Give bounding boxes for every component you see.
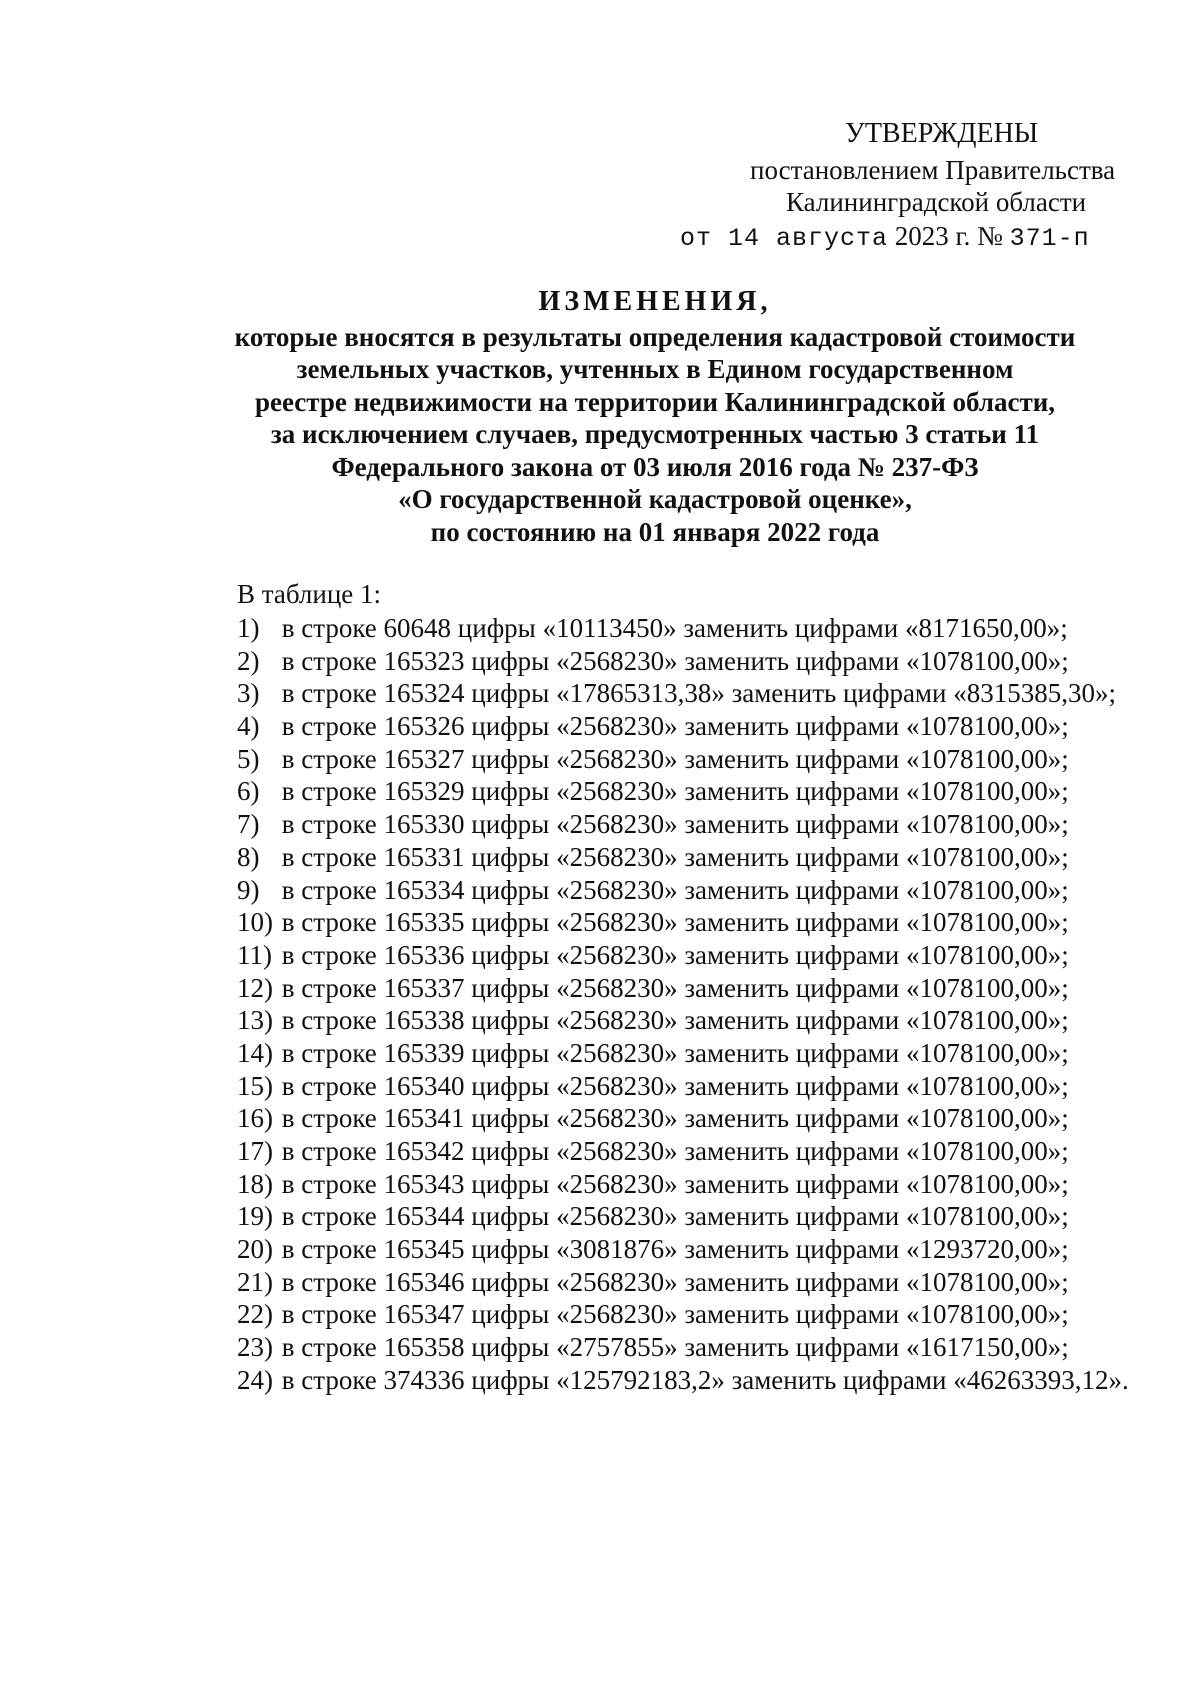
list-item-text: в строке 165337 цифры «2568230» заменить цифрами «1078100,00»;	[281, 972, 1069, 1003]
list-item	[237, 775, 1129, 808]
list-item-number: 12)	[237, 972, 273, 1003]
title-line: реестре недвижимости на территории Калининградской области,	[254, 386, 1056, 417]
list-item-number: 4)	[237, 711, 260, 742]
list-item-text: в строке 165323 цифры «2568230» заменить цифрами «1078100,00»;	[281, 645, 1069, 676]
list-item-number: 11)	[237, 939, 272, 970]
list-item-text: в строке 165343 цифры «2568230» заменить цифрами «1078100,00»;	[281, 1168, 1069, 1199]
list-item	[237, 1037, 1129, 1070]
title-line: Федерального закона от 03 июля 2016 года № 237-ФЗ	[331, 451, 979, 482]
list-item-number: 19)	[237, 1201, 273, 1232]
list-item-number: 1)	[237, 613, 260, 643]
list-item-text: в строке 165341 цифры «2568230» заменить цифрами «1078100,00»;	[281, 1103, 1069, 1134]
list-item-text: в строке 165344 цифры «2568230» заменить цифрами «1078100,00»;	[281, 1201, 1069, 1232]
list-item-text: в строке 60648 цифры «10113450» заменить цифрами «8171650,00»;	[281, 613, 1068, 643]
list-item	[237, 1298, 1129, 1331]
list-item-text: в строке 165336 цифры «2568230» заменить цифрами «1078100,00»;	[281, 939, 1069, 970]
changes-list	[237, 612, 1129, 1397]
list-item	[237, 906, 1129, 939]
list-item	[237, 1364, 1129, 1397]
list-item-text: в строке 165339 цифры «2568230» заменить цифрами «1078100,00»;	[281, 1037, 1069, 1068]
list-item-number: 24)	[237, 1364, 273, 1395]
list-item-text: в строке 165324 цифры «17865313,38» заменить цифрами «8315385,30»;	[281, 678, 1116, 709]
list-item	[237, 972, 1129, 1005]
list-item	[237, 1102, 1129, 1135]
list-item-number: 22)	[237, 1299, 273, 1330]
list-item	[237, 677, 1129, 710]
list-item-number: 21)	[237, 1266, 273, 1297]
list-item	[237, 1004, 1129, 1037]
list-item	[237, 1135, 1129, 1168]
list-item-text: в строке 165330 цифры «2568230» заменить цифрами «1078100,00»;	[281, 809, 1069, 840]
approval-year: 2023 г. №	[894, 221, 1003, 251]
list-item-text: в строке 165340 цифры «2568230» заменить цифрами «1078100,00»;	[281, 1070, 1069, 1101]
list-item	[237, 874, 1129, 907]
list-item-text: в строке 165334 цифры «2568230» заменить цифрами «1078100,00»;	[281, 874, 1069, 905]
title-heading: ИЗМЕНЕНИЯ,	[538, 286, 772, 317]
list-item-text: в строке 374336 цифры «125792183,2» заменить цифрами «46263393,12».	[281, 1364, 1129, 1395]
list-item	[237, 710, 1129, 743]
list-item-number: 10)	[237, 907, 273, 938]
list-item-number: 20)	[237, 1234, 273, 1265]
list-item-number: 8)	[237, 841, 260, 872]
list-item	[237, 808, 1129, 841]
list-item-text: в строке 165335 цифры «2568230» заменить цифрами «1078100,00»;	[281, 907, 1069, 938]
list-item	[237, 645, 1129, 678]
list-item-text: в строке 165358 цифры «2757855» заменить цифрами «1617150,00»;	[281, 1332, 1069, 1363]
list-item-number: 9)	[237, 874, 260, 905]
approval-date-line	[680, 220, 1090, 255]
list-item-number: 17)	[237, 1136, 273, 1166]
list-item-text: в строке 165327 цифры «2568230» заменить цифрами «1078100,00»;	[281, 743, 1069, 774]
title-line: по состоянию на 01 января 2022 года	[430, 516, 880, 547]
list-item	[237, 1200, 1129, 1233]
list-item	[237, 939, 1129, 972]
list-item-text: в строке 165342 цифры «2568230» заменить цифрами «1078100,00»;	[281, 1136, 1069, 1166]
approval-date: от 14 августа	[680, 224, 889, 253]
list-item	[237, 1331, 1129, 1364]
list-item	[237, 1070, 1129, 1103]
approval-heading: УТВЕРЖДЕНЫ	[845, 118, 1039, 149]
list-item	[237, 1266, 1129, 1299]
approval-number: 371-п	[1009, 224, 1090, 253]
list-item-number: 13)	[237, 1005, 273, 1036]
list-item-text: в строке 165326 цифры «2568230» заменить цифрами «1078100,00»;	[281, 711, 1069, 742]
list-item	[237, 841, 1129, 874]
list-item-number: 5)	[237, 743, 260, 774]
list-item-text: в строке 165346 цифры «2568230» заменить цифрами «1078100,00»;	[281, 1266, 1069, 1297]
list-item-text: в строке 165345 цифры «3081876» заменить цифрами «1293720,00»;	[281, 1234, 1069, 1265]
title-line: которые вносятся в результаты определения кадастровой стоимости	[234, 321, 1076, 352]
list-item-text: в строке 165347 цифры «2568230» заменить цифрами «1078100,00»;	[281, 1299, 1069, 1330]
document-title	[160, 286, 1150, 548]
title-line: земельных участков, учтенных в Едином государственном	[296, 354, 1014, 384]
list-item-number: 18)	[237, 1168, 273, 1199]
list-item-number: 6)	[237, 776, 260, 807]
list-item-number: 2)	[237, 645, 260, 676]
list-item-text: в строке 165331 цифры «2568230» заменить цифрами «1078100,00»;	[281, 841, 1069, 872]
list-item	[237, 743, 1129, 776]
list-item-text: в строке 165329 цифры «2568230» заменить цифрами «1078100,00»;	[281, 776, 1069, 807]
approval-issuer-line: постановлением Правительства	[750, 155, 1116, 185]
list-item-number: 3)	[237, 678, 260, 709]
list-item-number: 23)	[237, 1332, 273, 1363]
list-item-number: 15)	[237, 1070, 273, 1101]
list-item-text: в строке 165338 цифры «2568230» заменить цифрами «1078100,00»;	[281, 1005, 1069, 1036]
list-item	[237, 1168, 1129, 1201]
list-item-number: 16)	[237, 1103, 273, 1134]
table-intro: В таблице 1:	[237, 579, 382, 609]
list-item	[237, 612, 1129, 645]
list-item-number: 7)	[237, 809, 260, 840]
approval-region-line: Калининградской области	[786, 187, 1087, 217]
list-item-number: 14)	[237, 1037, 273, 1068]
title-line: «О государственной кадастровой оценке»,	[398, 484, 912, 514]
list-item	[237, 1233, 1129, 1266]
title-line: за исключением случаев, предусмотренных частью 3 статьи 11	[270, 419, 1040, 449]
